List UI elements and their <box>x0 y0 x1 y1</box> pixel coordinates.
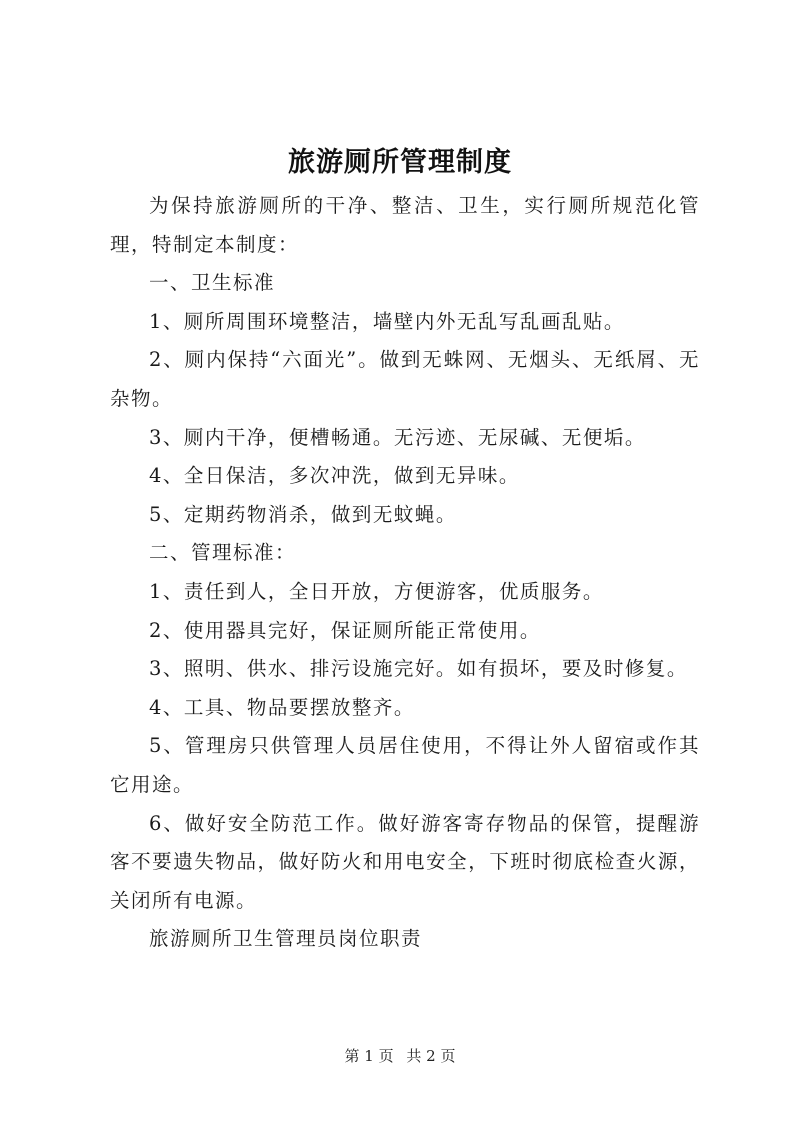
page-footer <box>0 1045 800 1066</box>
list-item: 4、全日保洁，多次冲洗，做到无异味。 <box>149 464 520 488</box>
list-item: 3、厕内干净，便槽畅通。无污迹、无尿碱、无便垢。 <box>149 425 646 449</box>
section-heading-hygiene: 一、卫生标准 <box>149 271 276 295</box>
list-item: 5、管理房只供管理人员居住使用，不得让外人留宿或作其它用途。 <box>110 734 700 796</box>
list-item: 6、做好安全防范工作。做好游客寄存物品的保管，提醒游客不要遗失物品，做好防火和用电安全，下班时彻底检查火源，关闭所有电源。 <box>110 811 700 912</box>
list-item: 2、使用器具完好，保证厕所能正常使用。 <box>149 618 541 642</box>
section-heading-management: 二、管理标准： <box>149 541 297 565</box>
list-item: 4、工具、物品要摆放整齐。 <box>149 695 415 719</box>
document-title: 旅游厕所管理制度 <box>288 147 512 178</box>
intro-paragraph: 为保持旅游厕所的干净、整洁、卫生，实行厕所规范化管理，特制定本制度： <box>110 194 700 256</box>
list-item: 1、责任到人，全日开放，方便游客，优质服务。 <box>149 579 604 603</box>
list-item: 1、厕所周围环境整洁，墙壁内外无乱写乱画乱贴。 <box>149 309 625 333</box>
list-item: 5、定期药物消杀，做到无蚊蝇。 <box>149 502 457 526</box>
next-section-title: 旅游厕所卫生管理员岗位职责 <box>149 927 423 951</box>
list-item: 3、照明、供水、排污设施完好。如有损坏，要及时修复。 <box>149 657 688 681</box>
page-total: 共 2 页 <box>406 1047 456 1065</box>
list-item: 2、厕内保持“六面光”。做到无蛛网、无烟头、无纸屑、无杂物。 <box>110 348 700 410</box>
page-number: 第 1 页 <box>344 1047 394 1065</box>
document-body <box>110 187 700 959</box>
